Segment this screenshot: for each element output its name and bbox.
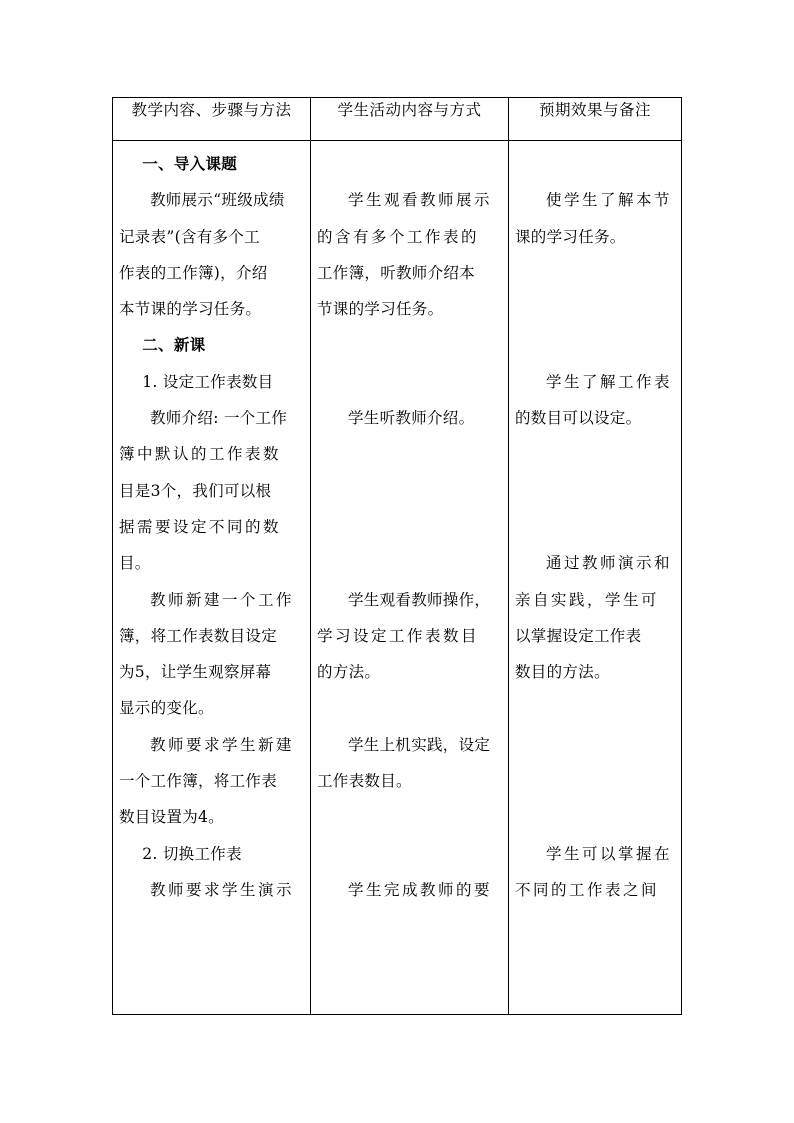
header-teaching-content: 教学内容、步骤与方法 xyxy=(113,98,311,141)
col3-line: 亲自实践，学生可 xyxy=(515,590,660,609)
col3-line xyxy=(515,255,675,291)
col1-line: 2. 切换工作表 xyxy=(142,844,242,863)
table-body-row xyxy=(113,141,682,1015)
student-activity-lines xyxy=(317,141,502,908)
table-header-row xyxy=(113,98,682,141)
col3-line xyxy=(515,509,675,545)
col2-line xyxy=(317,327,502,363)
col3-line xyxy=(515,799,675,835)
col2-line: 节课的学习任务。 xyxy=(317,300,444,319)
col3-line xyxy=(515,690,675,726)
col2-line: 学生听教师介绍。 xyxy=(348,409,475,428)
header-student-activity: 学生活动内容与方式 xyxy=(311,98,509,141)
col1-line: 记录表”(含有多个工 xyxy=(119,227,260,246)
col1-line: 簿中默认的工作表数 xyxy=(119,445,282,464)
expected-effect-lines xyxy=(515,141,675,908)
col3-line: 使学生了解本节 xyxy=(546,191,673,210)
col1-line: 教师新建一个工作 xyxy=(150,590,295,609)
col3-line xyxy=(515,436,675,472)
header-expected-effect: 预期效果与备注 xyxy=(509,98,682,141)
col1-line: 目。 xyxy=(119,554,151,573)
col3-line xyxy=(515,727,675,763)
col3-line xyxy=(515,473,675,509)
col1-line: 目是3个，我们可以根 xyxy=(119,481,272,500)
teaching-content-cell xyxy=(113,141,311,1015)
col3-line xyxy=(515,327,675,363)
col3-line: 数目的方法。 xyxy=(515,663,610,682)
col1-line: 教师展示“班级成绩 xyxy=(150,191,285,210)
col3-line xyxy=(515,763,675,799)
col1-line: 1. 设定工作表数目 xyxy=(142,372,274,391)
col2-line xyxy=(317,509,502,545)
col3-line: 通过教师演示和 xyxy=(546,554,673,573)
col2-line: 学生上机实践，设定 xyxy=(348,735,491,754)
col1-line: 一个工作簿，将工作表 xyxy=(119,772,278,791)
col2-line: 学习设定工作表数目 xyxy=(317,626,480,645)
lesson-plan-table xyxy=(112,97,682,1015)
col2-line xyxy=(317,364,502,400)
col1-line: 据需要设定不同的数 xyxy=(119,517,282,536)
col3-line: 学生了解工作表 xyxy=(546,372,673,391)
col1-line: 为5，让学生观察屏幕 xyxy=(119,663,272,682)
col2-line xyxy=(317,545,502,581)
col2-line: 学生完成教师的要 xyxy=(348,880,493,899)
col1-line: 教师要求学生新建 xyxy=(150,735,295,754)
col3-line xyxy=(515,291,675,327)
student-activity-cell xyxy=(311,141,509,1015)
col1-line: 簿，将工作表数目设定 xyxy=(119,626,278,645)
col1-line: 教师要求学生演示 xyxy=(150,880,295,899)
col1-line: 本节课的学习任务。 xyxy=(119,300,262,319)
col3-line: 不同的工作表之间 xyxy=(515,880,660,899)
expected-effect-cell xyxy=(509,141,682,1015)
col2-line xyxy=(317,836,502,872)
col2-line: 工作表数目。 xyxy=(317,772,412,791)
col2-line xyxy=(317,690,502,726)
col1-line: 教师介绍: 一个工作 xyxy=(150,409,288,428)
col2-line: 的方法。 xyxy=(317,663,381,682)
col2-line: 学生观看教师操作， xyxy=(348,590,491,609)
col1-line: 作表的工作簿)，介绍 xyxy=(119,263,268,282)
teaching-content-lines xyxy=(119,141,304,908)
col3-line: 学生可以掌握在 xyxy=(546,844,673,863)
col1-line: 数目设置为4。 xyxy=(119,808,224,827)
col1-line: 显示的变化。 xyxy=(119,699,214,718)
col1-line: 二、新课 xyxy=(142,335,206,355)
col1-line: 一、导入课题 xyxy=(142,154,238,173)
col2-line: 学生观看教师展示 xyxy=(348,191,493,210)
col3-line: 课的学习任务。 xyxy=(515,227,626,246)
col3-line xyxy=(515,146,675,182)
col2-line xyxy=(317,473,502,509)
col2-line xyxy=(317,146,502,182)
col3-line: 以掌握设定工作表 xyxy=(515,626,642,645)
col2-line xyxy=(317,436,502,472)
col2-line: 的含有多个工作表的 xyxy=(317,227,480,246)
col2-line xyxy=(317,799,502,835)
col3-line: 的数目可以设定。 xyxy=(515,409,642,428)
col2-line: 工作簿，听教师介绍本 xyxy=(317,263,476,282)
